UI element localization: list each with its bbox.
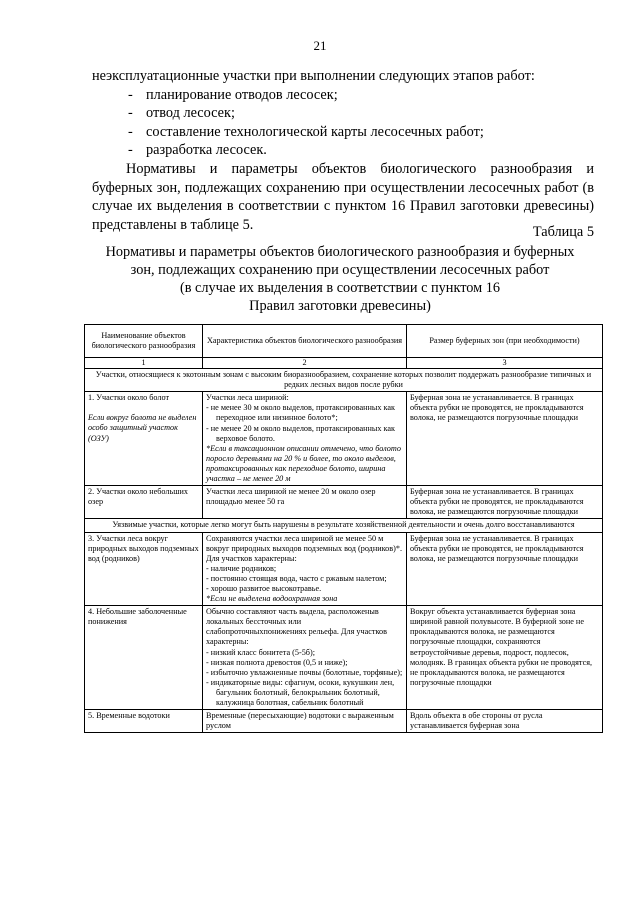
section-row bbox=[85, 369, 603, 392]
description: Временные (пересыхающие) водотоки с выраженным руслом bbox=[203, 710, 407, 733]
description-item: - низкая полнота древостоя (0,5 и ниже); bbox=[206, 657, 348, 667]
table-row bbox=[85, 532, 603, 606]
norms-table bbox=[84, 324, 603, 733]
table-row bbox=[85, 392, 603, 486]
description-item: - наличие родников; bbox=[206, 563, 277, 573]
table-row bbox=[85, 710, 603, 733]
intro-line: неэксплуатационные участки при выполнении следующих этапов работ: bbox=[92, 68, 535, 84]
object-name-cell bbox=[85, 392, 203, 486]
object-name: 3. Участки леса вокруг природных выходов подземных вод (родников) bbox=[85, 532, 203, 606]
table-header-row bbox=[85, 325, 603, 358]
header-cell: Характеристика объектов биологического разнообразия bbox=[203, 325, 407, 358]
description-cell bbox=[203, 532, 407, 606]
table-title-line: (в случае их выделения в соответствии с пунктом 16 bbox=[179, 280, 501, 296]
description: Участки леса шириной не менее 20 м около озер площадью менее 50 га bbox=[203, 486, 407, 519]
buffer-cell: Буферная зона не устанавливается. В границах объекта рубки не проводятся, не прокладываются волока, не размещаются погрузочные площадки bbox=[407, 532, 603, 606]
column-number-row bbox=[85, 358, 603, 369]
list-item: - составление технологической карты лесосечных работ; bbox=[128, 123, 594, 142]
buffer-cell: Буферная зона не устанавливается. В границах объекта рубки не проводятся, не прокладываются волока, не размещаются погрузочные площадки bbox=[407, 392, 603, 486]
buffer-cell: Вокруг объекта устанавливается буферная зона шириной равной полувысоте. В буферной зоне не прокладываются волока, не размещаются погрузочные площадки, сохраняются ветроустойчивые деревья, подрост, подлесок, молодняк. В границах объекта рубки не проводятся, не прокладываются волока, не размещаются погрузочные площадки bbox=[407, 606, 603, 710]
description-cell bbox=[203, 606, 407, 710]
object-name: 5. Временные водотоки bbox=[85, 710, 203, 733]
header-cell: Наименование объектов биологического разнообразия bbox=[85, 325, 203, 358]
description-item: - низкий класс бонитета (5-5б); bbox=[206, 647, 315, 657]
description-item: - избыточно увлажненные почвы (болотные, торфяные); bbox=[206, 667, 403, 677]
page-number: 21 bbox=[313, 38, 327, 53]
object-name: 4. Небольшие заболоченные понижения bbox=[85, 606, 203, 710]
description-item: - не менее 30 м около выделов, протаксированных как переходное или низинное болото*; bbox=[206, 403, 395, 423]
table-title-line: Правил заготовки древесины) bbox=[249, 298, 431, 314]
header-cell: Размер буферных зон (при необходимости) bbox=[407, 325, 603, 358]
body-text bbox=[92, 67, 594, 234]
section-row bbox=[85, 519, 603, 532]
column-number: 1 bbox=[85, 358, 203, 369]
section-heading: Уязвимые участки, которые легко могут быть нарушены в результате хозяйственной деятельности и очень долго восстанавливаются bbox=[85, 519, 603, 532]
object-name: 1. Участки около болот bbox=[88, 393, 170, 403]
table-title-line: Нормативы и параметры объектов биологического разнообразия и буферных bbox=[105, 244, 575, 260]
table-label: Таблица 5 bbox=[532, 224, 594, 240]
list-item: - планирование отводов лесосек; bbox=[128, 86, 594, 105]
table-row bbox=[85, 606, 603, 710]
buffer-cell: Вдоль объекта в обе стороны от русла устанавливается буферная зона bbox=[407, 710, 603, 733]
table-title-line: зон, подлежащих сохранению при осуществлении лесосечных работ bbox=[130, 262, 550, 278]
paragraph: Нормативы и параметры объектов биологического разнообразия и буферных зон, подлежащих сохранению при осуществлении лесосечных работ (в случае их выделения в соответствии с пунктом 16 Правил заготовки древесины) представлены в таблице 5. bbox=[92, 160, 594, 233]
description-note: *Если в таксационном описании отмечено, что болото поросло деревьями на 20 % и более, то около выделов, протаксированных как переходное болото, ширина участка – не менее 20 м bbox=[206, 443, 401, 484]
table-row bbox=[85, 486, 603, 519]
object-name: 2. Участки около небольших озер bbox=[85, 486, 203, 519]
table-title bbox=[80, 243, 600, 315]
object-note: Если вокруг болота не выделен особо защитный участок (ОЗУ) bbox=[88, 413, 197, 443]
description-cell bbox=[203, 392, 407, 486]
column-number: 2 bbox=[203, 358, 407, 369]
description-item: - индикаторные виды: сфагнум, осоки, кукушкин лен, багульник болотный, белокрыльник болотный, калужница болотная, сабельник болотный bbox=[206, 677, 395, 707]
description-head: Участки леса шириной: bbox=[206, 393, 289, 403]
list-item: - отвод лесосек; bbox=[128, 104, 594, 123]
section-heading: Участки, относящиеся к экотонным зонам с высоким биоразнообразием, сохранение которых позволит поддержать разнообразие типичных и редких лесных видов после рубки bbox=[85, 369, 603, 392]
list-item: - разработка лесосек. bbox=[128, 141, 594, 160]
description-head: Обычно составляют часть выдела, расположеныв локальных бессточных или слабопроточныхпонижениях рельефа. Для участков характерны: bbox=[206, 607, 387, 647]
bullet-list bbox=[92, 86, 594, 160]
description-head: Сохраняются участки леса шириной не менее 50 м вокруг природных выходов подземных вод (родников)*. Для участков характерны: bbox=[206, 533, 402, 563]
description-item: - хорошо развитое высокотравье. bbox=[206, 583, 322, 593]
description-note: *Если не выделена водоохранная зона bbox=[206, 594, 338, 604]
buffer-cell: Буферная зона не устанавливается. В границах объекта рубки не проводятся, не прокладываются волока, не размещаются погрузочные площадки bbox=[407, 486, 603, 519]
column-number: 3 bbox=[407, 358, 603, 369]
description-item: - постоянно стоящая вода, часто с ржавым налетом; bbox=[206, 573, 387, 583]
description-item: - не менее 20 м около выделов, протаксированных как верховое болото. bbox=[206, 423, 395, 443]
